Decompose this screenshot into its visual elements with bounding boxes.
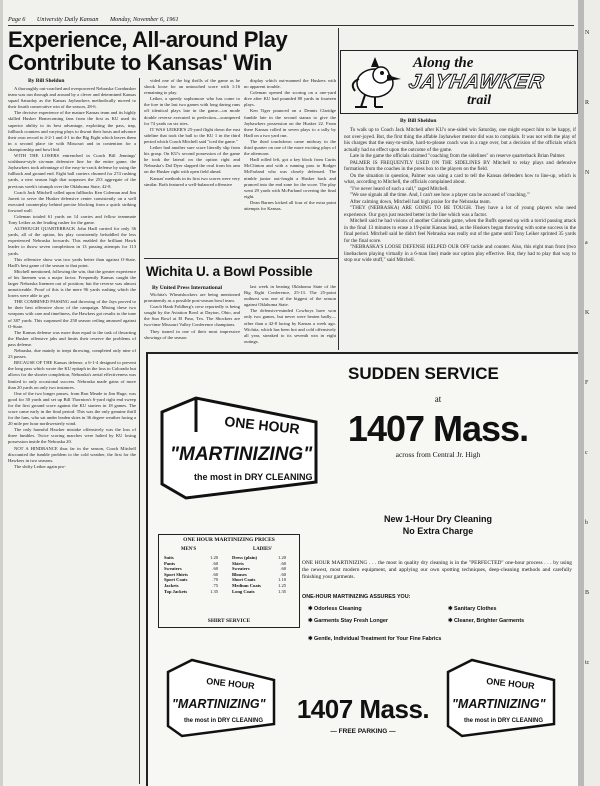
story1-column-1 [8,86,136,784]
ad-assures: ONE-HOUR MARTINIZING ASSURES YOU: [302,594,411,600]
mens-price-table [163,555,219,594]
paragraph: "We use signals all the time. And, I can't see how a player can be accused of 'coaching.'" [350,192,530,198]
paragraph: Kansas' methods in its first two scores were very similar. Both featured a well-balanced offensive [144,175,240,187]
paragraph: One of the two longer passes, from Ron Meade to Jim Huge, was good for 30 yards and set up Bill Thornton's 6-yard right end sweep for the first ground score against the KU starters in 18 games. The score came early in the final period. This was the only genuine thrill for the fans, who sat under leaden skies in 36 degree weather facing a 20 mile per hour northwesterly wind. [8,390,136,427]
paragraph: The third touchdown came midway in the third quarter on one of the more exciting plays of the afternoon. [244,138,336,157]
strip-fragment: F [585,380,589,386]
adjacent-page-strip [584,0,600,786]
story2-column-2 [244,284,336,350]
martinizing-logo-right [442,654,562,742]
strip-fragment: b [585,520,588,526]
logo-martinizing: "MARTINIZING" [452,697,546,711]
paragraph: To walk up to Coach Jack Mitchell after KU's one-sided win Saturday, one might expect him to be happy, if not over-joyed. But, the first thing the affable Jayhawker mentor did was to complain. It was not with the play of his charges that the easy-to-smile, hard-to-please coach was in a rage over, but a decision of the officials which actually had no effect upon the outcome of the game. [344,127,576,153]
paragraph: BECAUSE OF THE Kansas defense, a 6-1-4 designed to prevent the long pass which wrote the KU epitaph in the loss to Colorado but allows for the shorter completion, Nebraska's aerial effectiveness was limited to only occasional success. Nebraska made gains of more than 20 yards on only two instances. [8,360,136,390]
strip-fragment: R [585,100,590,106]
column-rule [338,28,339,350]
paragraph: Coach Hank Foldberg's crew reportedly is being sought by the Aviation Bowl at Dayton, Ohio, and the Sun Bowl at El Paso, Tex. The Shockers are two-time Missouri Valley Conference champions. [144,304,240,328]
price-item: Dress (plain) [232,555,258,560]
paragraph: The only harmful Hawker mistake offensively was the loss of three fumbles. Twice scoring marches were halted by KU losing possession inside the Nebraska 20. [8,427,136,445]
jayhawker-trail-logo [340,50,578,114]
paragraph: Leiker, a speedy sophomore who has come to the fore in the last two games with long daring runs off identical plays late in the game—on mode double reverse executed to perfection—scampered for 74 yards on six tries. [144,96,240,126]
price-row [163,589,219,595]
strip-fragment: tc [585,660,590,666]
mens-label: MEN'S [181,547,197,552]
story2-headline: Wichita U. a Bowl Possible [146,264,313,279]
story2-byline: By United Press International [152,285,223,291]
strip-fragment: K [585,310,590,316]
paragraph: Wichita's Wheatshockers are being mentioned prominently as a possible post-season bowl team. [144,292,240,304]
paragraph: ALTHOUGH QUARTERBACK John Hadl carried for only 36 yards, all of the option, his play consistently befuddled the less experienced Nebraska forwards. This enabled the brilliant Hawk leader to throw seven completions in 13 passing attempts for 113 yards. [8,226,136,256]
column-rule [139,78,140,784]
price-value: 1.20 [278,555,287,560]
paragraph: This offensive show was two yards better than against O-State, Hadl's best game of the season to that point. [8,256,136,268]
price-list [158,534,300,628]
martinizing-advertisement [146,352,578,786]
price-item: Long Coats [232,588,255,594]
trail-along: Along the [413,55,474,71]
ad-new-service: New 1-Hour Dry Cleaning [383,514,493,524]
ad-at: at [434,394,442,404]
paragraph: NOT A HINDRANCE thus far in the season, Coach Mitchell discounted the fumble problem to the cold weather, the first for the Hawkers in two seasons. [8,445,136,463]
price-value: .60 [212,571,219,577]
trail-byline: By Bill Sheldon [400,118,437,124]
price-item: Skirts [232,560,244,566]
price-list-title: ONE HOUR MARTINIZING PRICES [183,537,275,543]
logo-one-hour: ONE HOUR [485,676,536,692]
ad-no-charge: No Extra Charge [402,526,474,536]
price-item: Suits [164,555,174,560]
paragraph: Leiker had another sure score literally slip from his grasp. On KU's second possession of the game he took the lateral on the option right and Nebraska's Dal Dyer slapped the oval from his arm on the Husker right with open field ahead. [144,145,240,175]
paper-name: University Daily Kansan [36,16,99,23]
trail-word: trail [467,93,492,108]
paragraph: THE COMBINED PASSING and throwing of the Jays proved to be their best offensive show of the campaign. Mixing these two weapons with care and timeliness, the Hawkers got results to the tune of 387 yards. This surpassed the 258 season ceiling amassed against O-State. [8,299,136,329]
price-item: Sweaters [164,566,182,572]
paragraph: "I've never heard of such a call," raged Mitchell. [350,185,449,192]
paragraph: Nebraska, due mainly to inept throwing, completed only nine of 23 passes. [8,348,136,360]
paragraph: They turned in one of their most impressive showings of the season [144,328,240,340]
story2-column-1 [144,292,240,350]
ad-address-bottom: 1407 Mass. [296,694,430,724]
price-item: Pants [164,560,175,566]
paragraph: The decisive experience of the mature Kansas team and its highly skilled Husker Homecoming fans from the first as KU used its superior ability to its best advantage, exploiting the pass, trap, fullback counters and varying plays to thwart their hosts and advance their own record to 4-2-1 and 4-1 in the Big Eight which leaves them in a second place tie with Missouri and in contention for a championship and bowl bid. [8,110,136,152]
paragraph: "NEBRASKA'S LOOSE DEFENSE HELPED OUR OFF tackle and counter. Also, this eight man front (two linebackers playing virtually in a 6-man line) made our option play effective. But, they had to play that way to stop our wide stuff," said Mitchell. [344,244,576,263]
paragraph: The shifty Leiker again pro- [14,463,66,469]
price-value: .60 [280,560,287,566]
feature-2: ✱ Sanitary Clothes [448,606,497,612]
paragraph: Coleman opened the scoring on a one-yard dive after KU had pounded 80 yards in fourteen plays. [244,90,336,108]
trail-jayhawker: JAYHAWKER [407,71,547,93]
strip-fragment: N [585,170,590,176]
paragraph: Ken Tiger pounced on a Dennis Claridge fumble late in the second stanza to give the Jayhawkers possession on the Husker 22. From there Kansas rolled in seven plays to a tally by Hadl on a two yard run. [244,108,336,138]
paragraph: Mitchell mentioned, following the win, that the greater experience of his linemen was a major factor. Frequently Kansas caught the larger Nebraska linemen out of position; but the reverse was almost unnoticeable. Proof of this is the mere 96 yards rushing which the losers were able to get. [8,268,136,299]
martinizing-logo [156,392,326,504]
logo-tagline: the most in DRY CLEANING [184,718,264,724]
paragraph: After calming down, Mitchell had high praise for the Nebraska team. [350,198,491,205]
feature-4: ✱ Cleaner, Brighter Garments [448,618,525,624]
ladies-price-table [231,555,287,594]
ad-address: 1407 Mass. [347,408,529,449]
paragraph: Late in the game the officials claimed "coaching from the sidelines" on reserve quarterback Brian Palmer. [350,153,566,159]
price-value: 1.10 [278,577,287,583]
jayhawk-mascot-icon [345,55,405,109]
price-value: .60 [212,566,219,572]
strip-fragment: B [585,590,590,596]
price-item: Jackets [164,582,179,588]
ad-free-parking: — FREE PARKING — [330,728,396,735]
price-value: .60 [280,566,287,572]
martinizing-logo-left [162,654,282,742]
price-value: .60 [212,560,219,566]
paragraph: WITH THE LOSERS entrenched in Coach Bill Jennings' wishbone-style six-man defensive line for the entire game, the Jayhawkers took advantage of the easy-to-crack defense by using the fullback and ground end. Eight ball carriers churned for 274 rushing yards, a new season high that surpasses the 253 aggregate of the previous week's triumph over the Oklahoma State, 42-8. [8,153,136,189]
ad-body: ONE HOUR MARTINIZING . . . the most in quality dry cleaning is in the "PERFECTED" one-hour process . . . by using the newest, most modern equipment, and applying our own spotting techniques, deep-cleaning methods and carefully finishing your garments. [302,560,572,580]
strip-fragment: a [585,240,588,246]
paragraph: Mitchell said he had visions of another Colorado game, when the Buffs opened up with a torrid passing attack in the final 13 minutes to erase a 19-point Kansas lead, as the Huskers began throwing with some success in the final period. Mitchell said he didn't feel Nebraska was really out of the game until Tony Leiker sprinted 35 yards for the final score. [344,218,576,244]
feature-1: ✱ Odorless Cleaning [308,606,362,612]
price-item: Short Coats [232,577,256,583]
shirt-service: SHIRT SERVICE [207,618,251,624]
price-value: 1.35 [278,588,287,594]
section-rule [144,258,338,259]
price-value: 1.25 [278,582,287,588]
price-item: Blouses [232,571,247,577]
price-item: Sweaters [232,566,250,572]
price-value: 1.35 [210,588,219,594]
story1-column-2 [144,78,240,256]
paragraph: "THEY (NEBRASKA) ARE GOING TO BE TOUGH. They have a lot of young players who need experience. Our guys just reacted better in the line which was a factor. [344,205,576,218]
paragraph: Coach Jack Mitchell called upon fullbacks Ken Coleman and Jim Jarrett to serve the Husker defensive center consistently on a well executed counterplay behind precise blocking from a quick striking forward wall. [8,189,136,213]
logo-one-hour: ONE HOUR [223,413,301,437]
binding-edge [0,0,3,786]
feature-3: ✱ Garments Stay Fresh Longer [308,618,389,624]
strip-fragment: N [585,30,590,36]
paragraph: The Kansas defense was more than equal to the task of thwarting the Husker offensive jabs and limits their reserve the problems of pass defense. [8,329,136,347]
price-item: Sport Coats [164,577,188,583]
strip-fragment: c [585,450,588,456]
paragraph: The defensive-minded Cowboys have won only two games, but never were beaten badly—other than a 42-8 lacing by Kansas a week ago. Wichita, which has been hot and cold offensively all year, streaked to its seventh win in eight outings. [244,308,336,344]
paragraph: PALMER IS FREQUENTLY USED ON THE SIDELINES BY Mitchell to relay plays and defensive formation from the coaches in the press box to the players on the field. [344,159,576,172]
ladies-label: LADIES' [253,547,273,552]
ad-location: across from Central Jr. High [395,450,481,459]
logo-tagline: the most in DRY CLEANING [464,718,544,724]
price-item: Sport Shirts [164,571,188,577]
story1-byline: By Bill Sheldon [28,78,65,84]
price-value: .75 [212,582,219,588]
issue-date: Monday, November 6, 1961 [109,16,179,23]
page-number: Page 6 [8,16,26,23]
logo-tagline: the most in DRY CLEANING [194,472,313,482]
price-value: .60 [280,571,287,577]
price-item: Medium Coats [232,582,261,588]
story1-column-3 [244,78,336,256]
logo-one-hour: ONE HOUR [205,676,256,692]
ad-headline: SUDDEN SERVICE [348,364,499,383]
paragraph: Coleman totaled 61 yards on 14 carries and fellow teammate Tony Leiker as the leading rusher for the game. [8,213,136,226]
logo-martinizing: "MARTINIZING" [170,444,313,465]
price-row [231,589,287,595]
price-row [231,583,287,589]
price-item: Top Jackets [164,588,188,594]
logo-martinizing: "MARTINIZING" [172,697,266,711]
price-value: .70 [212,577,219,583]
paragraph: IT WAS LEIKER'S 25-yard flight down the east sideline that took the ball to the KU 1 in the third period which Coach Mitchell said "iced the game." [144,126,240,144]
price-value: 1.20 [210,555,219,560]
trail-column [344,127,576,349]
paragraph: display which out-manned the Huskers with no apparent trouble. [244,78,336,90]
paragraph: last week in beating Oklahoma State of the Big Eight Conference, 25-13. The 25-point outburst was one of the biggest of the season against Oklahoma State. [244,284,336,308]
page-header [8,16,574,26]
paragraph: vided one of the big thrills of the game as he shook loose for an untouched score with 1:16 remaining to play. [144,78,240,96]
story1-headline: Experience, All-around Play Contribute to Kansas' Win [8,27,288,75]
paragraph: Dean Barnes kicked all four of the extra point attempts for Kansas. [244,199,336,211]
paragraph: On the situation in question, Palmer was using a card to tell the Kansas defenders how to line-up, which is what, according to Mitchell, the officials complained about. [344,172,576,185]
paragraph: A thoroughly out-coached and overpowered Nebraska Cornhusker team was run through and around by a clever and determined Kansas squad Saturday as the Kansas Jayhawkers methodically moved to their fourth consecutive win of the season, 28-6. [8,86,136,110]
paragraph: Hadl rolled left, got a key block from Curtis McClinton and with a running pass to Rodger McFarland who was closely defensed. The nimble junior out-fought a Husker back and pranced into the end zone for the score. The play went 29 yards with McFarland covering the final eight. [244,157,336,199]
feature-5: ✱ Gentle, Individual Treatment for Your Fine Fabrics [308,636,442,642]
